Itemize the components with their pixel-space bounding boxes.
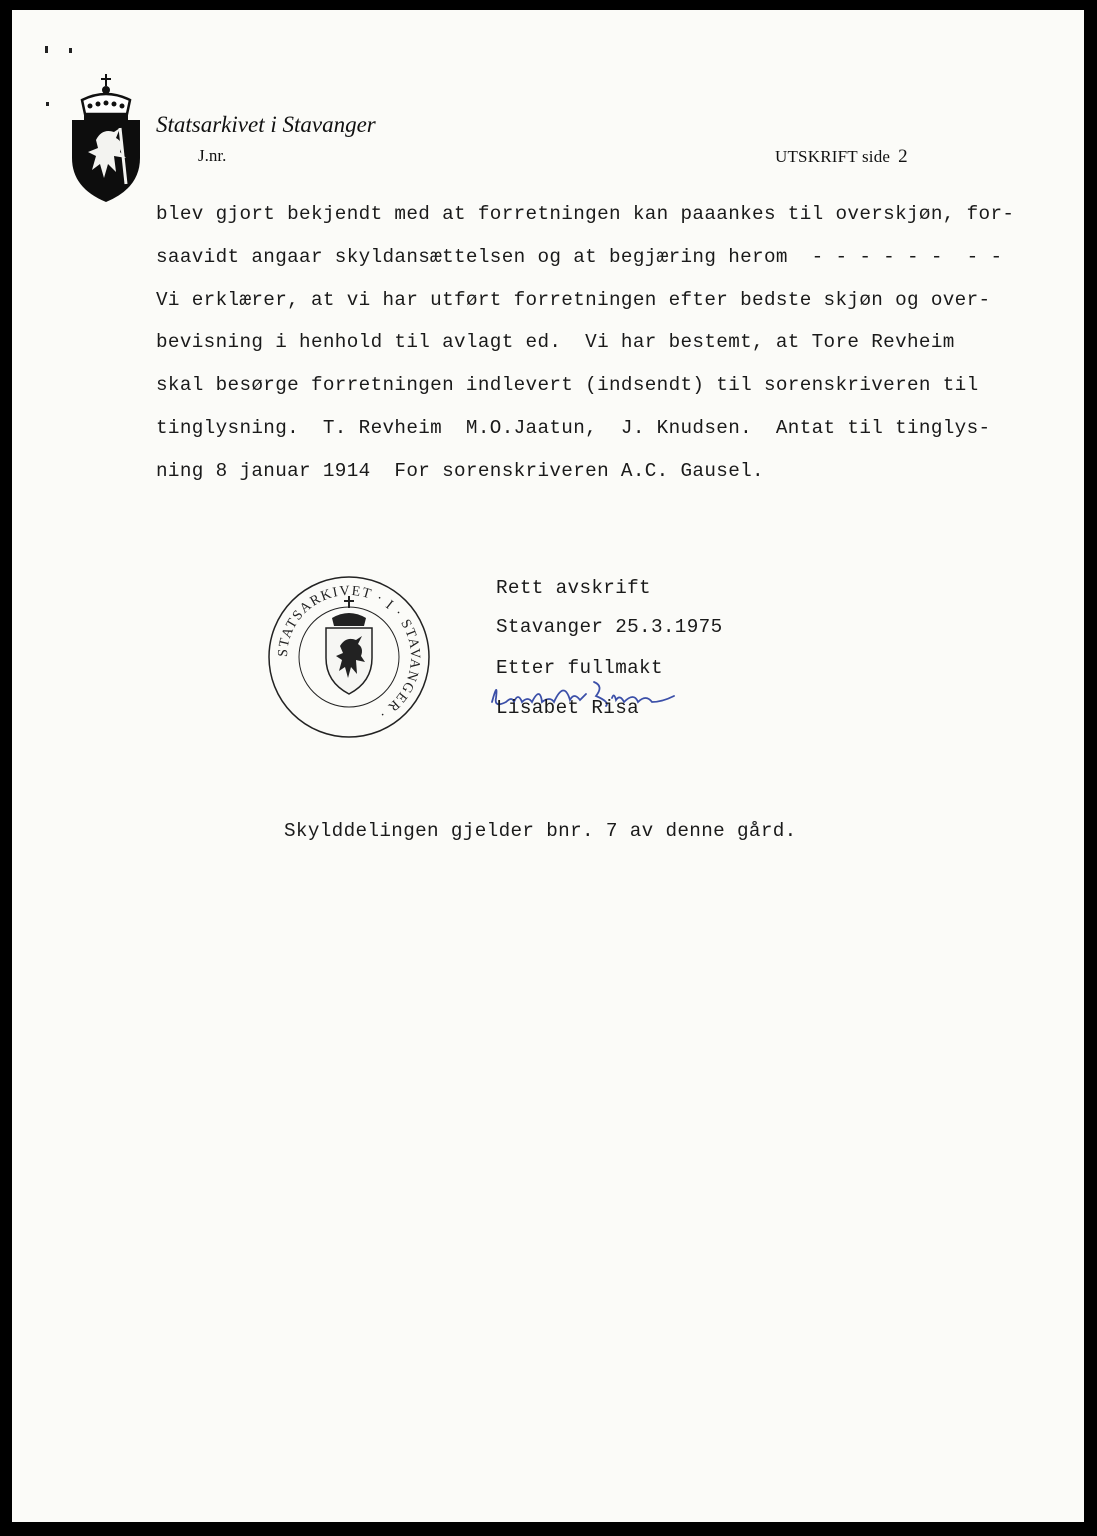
page-number: 2 bbox=[898, 146, 908, 167]
parcel-note: Skylddelingen gjelder bnr. 7 av denne gård. bbox=[284, 820, 797, 842]
institution-name: Statsarkivet i Stavanger bbox=[156, 112, 376, 137]
scan-speck bbox=[69, 48, 72, 53]
body-line: tinglysning. T. Revheim M.O.Jaatun, J. Knudsen. Antat til tinglys- bbox=[156, 417, 991, 439]
coat-of-arms-icon bbox=[70, 72, 142, 204]
authorization-label: Etter fullmakt bbox=[496, 657, 663, 679]
certification-place-date: Stavanger 25.3.1975 bbox=[496, 616, 723, 638]
body-line: saavidt angaar skyldansættelsen og at begjæring herom - - - - - - - - bbox=[156, 246, 1003, 268]
journal-number-label: J.nr. bbox=[198, 146, 227, 165]
body-line: Vi erklærer, at vi har utført forretningen efter bedste skjøn og over- bbox=[156, 289, 991, 311]
copy-label: UTSKRIFT side bbox=[775, 147, 891, 166]
archive-seal bbox=[266, 574, 432, 740]
svg-text:STATSARKIVET · I · STAVANGER ·: STATSARKIVET · I · STAVANGER · bbox=[275, 583, 423, 722]
certified-copy-label: Rett avskrift bbox=[496, 577, 651, 599]
body-line: skal besørge forretningen indlevert (indsendt) til sorenskriveren til bbox=[156, 374, 979, 396]
document-page bbox=[12, 10, 1084, 1522]
body-line: bevisning i henhold til avlagt ed. Vi har bestemt, at Tore Revheim bbox=[156, 331, 955, 353]
scan-speck bbox=[45, 46, 48, 53]
body-line: blev gjort bekjendt med at forretningen kan paaankes til overskjøn, for- bbox=[156, 203, 1015, 225]
signer-name: Lisabet Risa bbox=[496, 697, 640, 719]
body-line: ning 8 januar 1914 For sorenskriveren A.C. Gausel. bbox=[156, 460, 764, 482]
copy-page-indicator bbox=[775, 146, 908, 168]
scan-speck bbox=[46, 102, 49, 106]
